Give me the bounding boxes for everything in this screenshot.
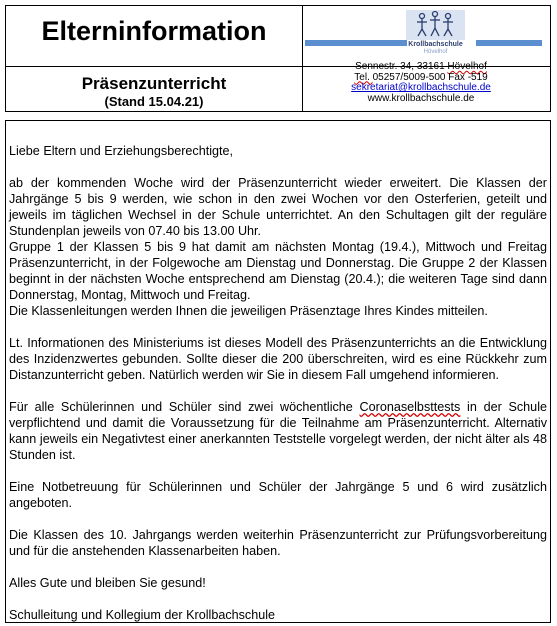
contact-phone: Tel. 05257/5009-500 Fax -519	[354, 71, 488, 83]
contact-block	[296, 62, 546, 104]
contact-email-link[interactable]: sekretariat@krollbachschule.de	[351, 82, 491, 93]
paragraph-ministry: Lt. Informationen des Ministeriums ist dieses Modell des Präsenzunterrichts an die Entwicklung des Inzidenzwertes gebunden. Sollte dieser die 200 überschreiten, wird es eine Rückkehr zum Distanzunterricht geben. Natürlich werden wir Sie in diesem Fall umgehend informieren.	[9, 336, 547, 382]
paragraph-tests: Für alle Schülerinnen und Schüler sind zwei wöchentliche Coronaselbsttests in der Schule verpflichtend und damit die Voraussetzung für die Teilnahme am Präsenzunterricht. Alternativ kann jeweils ein Negativtest einer anerkannten Teststelle vorgelegt werden, der nicht älter als 48 Stunden ist.	[9, 400, 547, 462]
paragraph-schedule: ab der kommenden Woche wird der Präsenzunterricht wieder erweitert. Die Klassen der Jahrgänge 5 bis 9 werden, wie schon in den zwei Wochen vor den Osterferien, geteilt und jeweils im täglichen Wechsel in der Schule unterrichtet. An den Schultagen gilt der reguläre Stundenplan jeweils von 07.40 bis 13.00 Uhr.	[9, 176, 547, 238]
logo-school-name: Krollbachschule	[408, 41, 463, 48]
logo-town-name: Hövelhof	[423, 49, 448, 55]
letter-signature: Schulleitung und Kollegium der Krollbachschule	[9, 608, 276, 622]
school-logo-icon	[398, 7, 473, 41]
contact-city: Hövelhof	[447, 61, 487, 72]
contact-website: www.krollbachschule.de	[367, 92, 475, 104]
contact-address: Sennestr. 34, 33161 Hövelhof	[355, 61, 487, 72]
paragraph-class-leads: Die Klassenleitungen werden Ihnen die jeweiligen Präsenztage Ihres Kindes mitteilen.	[9, 304, 488, 318]
school-logo	[398, 7, 473, 55]
document-title: Elterninformation	[41, 16, 267, 46]
paragraph-groups: Gruppe 1 der Klassen 5 bis 9 hat damit am nächsten Montag (19.4.), Mittwoch und Freitag Präsenzunterricht, in der Folgewoche am Dienstag und Donnerstag. Die Gruppe 2 der Klassen beginnt in der nächsten Woche entsprechend am Dienstag (20.4.); die weiteren Tage sind dann Donnerstag, Montag, Mittwoch und Freitag.	[9, 240, 547, 302]
document-subtitle: Präsenzunterricht	[81, 74, 227, 93]
paragraph-emergency-care: Eine Notbetreuung für Schülerinnen und Schüler der Jahrgänge 5 und 6 wird zusätzlich angeboten.	[9, 480, 547, 510]
paragraph-closing: Alles Gute und bleiben Sie gesund!	[9, 576, 206, 590]
document-date: (Stand 15.04.21)	[104, 94, 204, 109]
paragraph-grade-10: Die Klassen des 10. Jahrgangs werden weiterhin Präsenzunterricht zur Prüfungsvorbereitung und für die anstehenden Klassenarbeiten haben.	[9, 528, 547, 558]
logo-bar-left	[305, 40, 407, 46]
letter-body	[9, 143, 547, 623]
letter-greeting: Liebe Eltern und Erziehungsberechtigte,	[9, 144, 234, 158]
logo-bar-right	[476, 40, 542, 46]
